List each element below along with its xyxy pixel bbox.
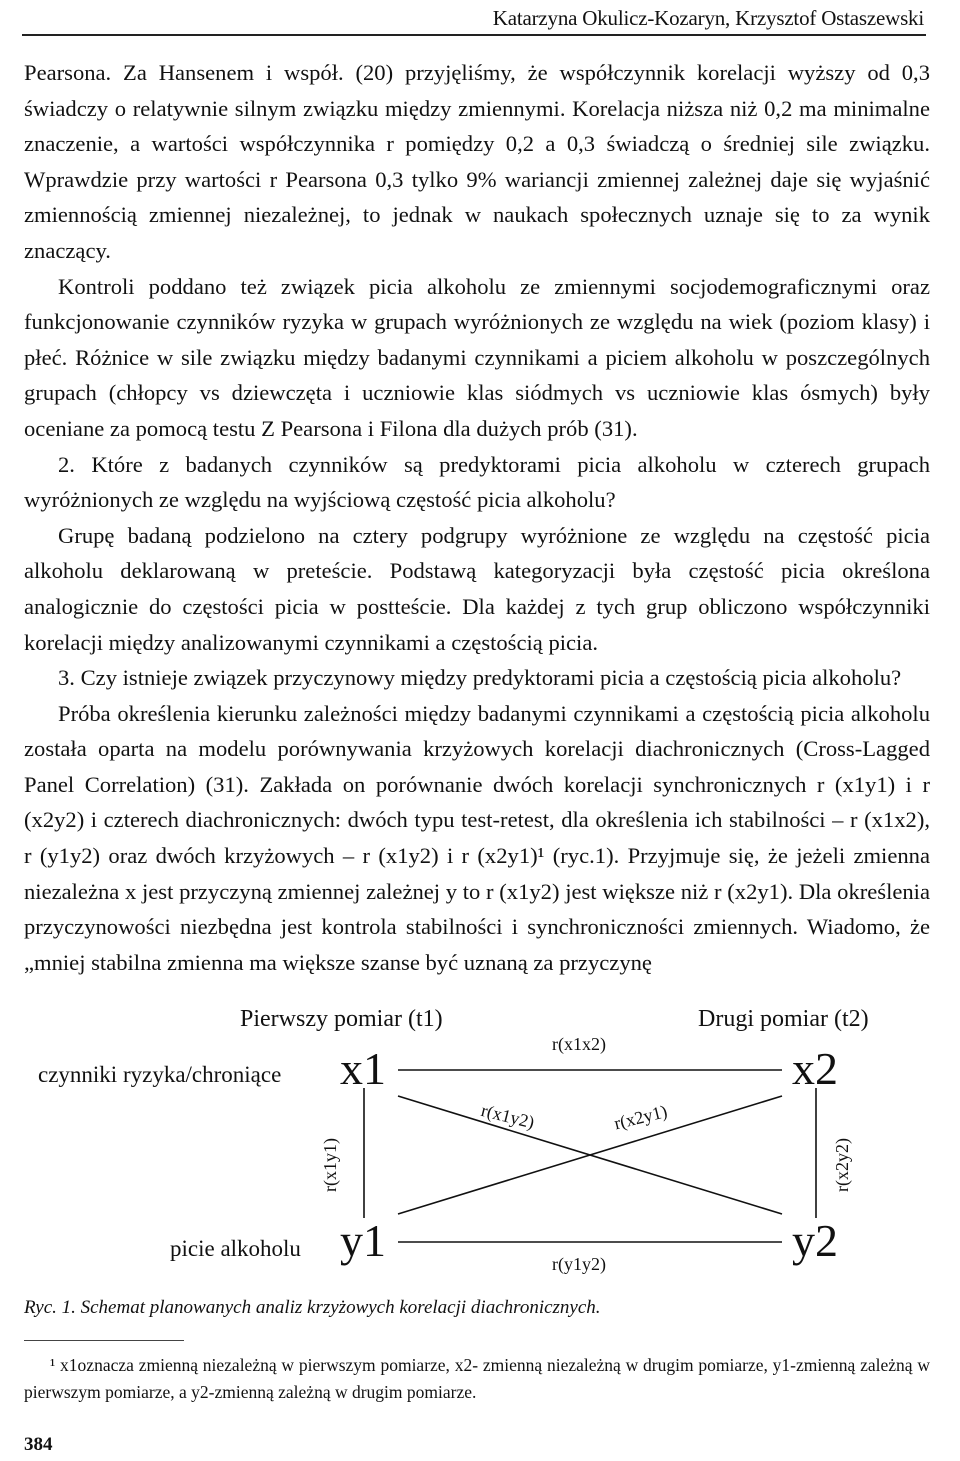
label-r-x1y1: r(x1y1) bbox=[320, 1138, 340, 1192]
page-number: 384 bbox=[24, 1434, 53, 1455]
node-x1: x1 bbox=[340, 1043, 386, 1094]
footnote-rule bbox=[24, 1340, 184, 1341]
label-r-x1x2: r(x1x2) bbox=[552, 1034, 606, 1054]
question-2: 2. Które z badanych czynników są predyktorami picia alkoholu w czterech grupach wyróżnionych ze względu na wyjściową częstość picia alkoholu? bbox=[24, 451, 930, 513]
label-r-y1y2: r(y1y2) bbox=[552, 1254, 606, 1274]
running-header: Katarzyna Okulicz-Kozaryn, Krzysztof Ostaszewski bbox=[492, 6, 924, 30]
node-y2: y2 bbox=[792, 1215, 838, 1266]
row-x-label: czynniki ryzyka/chroniące bbox=[38, 1062, 282, 1087]
paragraph: Kontroli poddano też związek picia alkoholu ze zmiennymi socjodemograficznymi oraz funkcjonowanie czynników ryzyka w grupach wyróżnionych ze względu na wiek (poziom klasy) i płeć. Różnice w sile związku między badanymi czynnikami a piciem alkoholu w poszczególnych grupach (chłopcy vs dziewczęta i uczniowie klas siódmych vs uczniowie klas ósmych) były oceniane za pomocą testu Z Pearsona i Filona dla dużych prób (31). bbox=[24, 273, 930, 441]
row-y-label: picie alkoholu bbox=[170, 1236, 301, 1261]
question-3: 3. Czy istnieje związek przyczynowy między predyktorami picia a częstością picia alkoholu? bbox=[58, 665, 902, 691]
paragraph: Próba określenia kierunku zależności między badanymi czynnikami a częstością picia alkoholu została oparta na modelu porównywania krzyżowych korelacji diachronicznych (Cross-Lagged Panel Correlation) (31). Zakłada on porównanie dwóch korelacji synchronicznych r (x1y1) i r (x2y2) i czterech diachronicznych: dwóch typu test-retest, dla określenia ich stabilności – r (x1x2), r (y1y2) oraz dwóch krzyżowych – r (x1y2) i r (x2y1)¹ (ryc.1). Przyjmuje się, że jeżeli zmienna niezależna x jest przyczyną zmiennej zależnej y to r (x1y2) jest większe niż r (x2y1). Dla określenia przyczynowości niezbędna jest kontrola stabilności i synchroniczności zmiennych. Wiadomo, że „mniej stabilna zmienna ma większe szanse być uznaną za przyczynę bbox=[24, 700, 930, 975]
t2-label: Drugi pomiar (t2) bbox=[698, 1006, 869, 1032]
footnote: ¹ x1oznacza zmienną niezależną w pierwszym pomiarze, x2- zmienną niezależną w drugim pomiarze, y1-zmienną zależną w pierwszym pomiarze, a y2-zmienną zależną w drugim pomiarze. bbox=[24, 1355, 930, 1402]
paragraph: Grupę badaną podzielono na cztery podgrupy wyróżnione ze względu na częstość picia alkoholu deklarowaną w preteście. Podstawą kategoryzacji była częstość picia określona analogicznie do częstości picia w postteście. Dla każdej z tych grup obliczono współczynniki korelacji między analizowanymi czynnikami a częstością picia. bbox=[24, 522, 930, 655]
cross-lagged-diagram bbox=[20, 996, 940, 1296]
label-r-x2y1: r(x2y1) bbox=[612, 1100, 670, 1134]
body-text bbox=[24, 55, 930, 980]
figure-caption: Ryc. 1. Schemat planowanych analiz krzyżowych korelacji diachronicznych. bbox=[24, 1297, 601, 1318]
node-x2: x2 bbox=[792, 1043, 838, 1094]
header-rule bbox=[22, 34, 926, 36]
node-y1: y1 bbox=[340, 1215, 386, 1266]
label-r-x2y2: r(x2y2) bbox=[832, 1138, 852, 1192]
t1-label: Pierwszy pomiar (t1) bbox=[240, 1006, 443, 1032]
label-r-x1y2: r(x1y2) bbox=[479, 1100, 537, 1133]
paragraph: Pearsona. Za Hansenem i współ. (20) przyjęliśmy, że współczynnik korelacji wyższy od 0,3 świadczy o relatywnie silnym związku między zmiennymi. Korelacja niższa niż 0,2 ma minimalne znaczenie, a wartości współczynnika r pomiędzy 0,2 a 0,3 świadczą o średniej sile związku. Wprawdzie przy wartości r Pearsona 0,3 tylko 9% wariancji zmiennej zależnej daje się wyjaśnić zmiennością zmiennej niezależnej, to jednak w naukach społecznych uznaje się to za wynik znaczący. bbox=[24, 60, 930, 263]
